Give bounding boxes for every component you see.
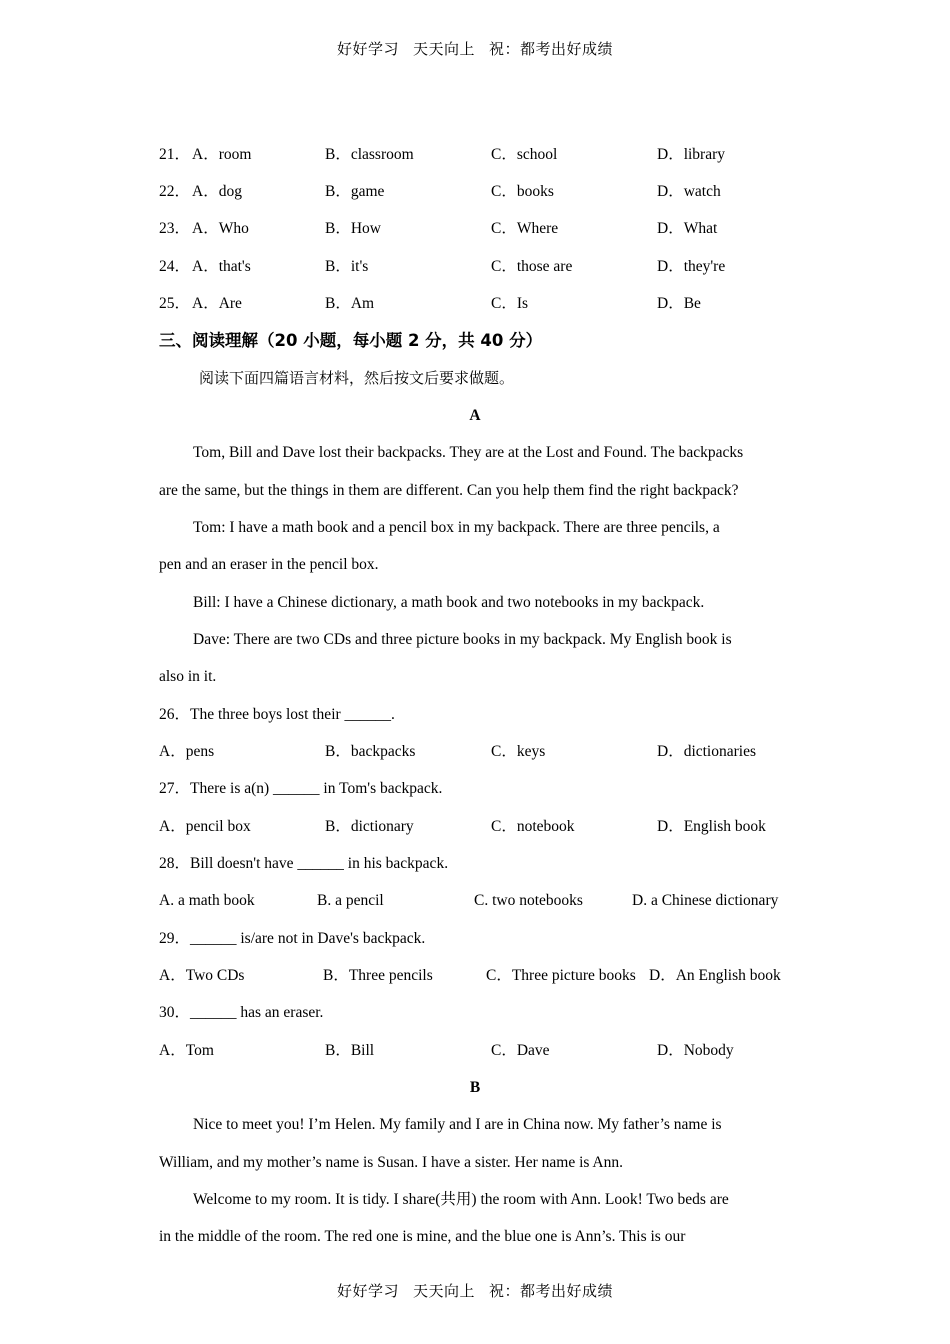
options-29 (159, 966, 799, 986)
page-header (0, 38, 950, 59)
options-30 (159, 1041, 799, 1061)
question-30: 30．______ has an eraser. (159, 1004, 324, 1021)
cloze-row-24 (159, 257, 799, 277)
option-c: C．notebook (491, 818, 575, 835)
section-title: 三、阅读理解（20 小题，每小题 2 分，共 40 分） (159, 331, 543, 350)
option-c: C．Dave (491, 1042, 550, 1059)
option-a: A．dog (192, 183, 242, 200)
question-28: 28．Bill doesn't have ______ in his backpack. (159, 855, 449, 872)
header-part3: 祝：都考出好成绩 (489, 40, 614, 58)
passage-b-heading: B (469, 1079, 481, 1096)
option-b: B．How (325, 220, 381, 237)
option-b: B．it's (325, 258, 369, 275)
question-number: 24． (159, 258, 191, 275)
option-a: A．Are (192, 295, 242, 312)
passage-a-line: pen and an eraser in the pencil box. (159, 556, 379, 573)
footer-part2: 天天向上 (412, 1282, 475, 1300)
passage-a-line: are the same, but the things in them are different. Can you help them find the right backpack? (159, 482, 739, 499)
question-27: 27．There is a(n) ______ in Tom's backpack. (159, 780, 443, 797)
footer-part3: 祝：都考出好成绩 (489, 1282, 614, 1300)
option-d: D．Nobody (657, 1042, 734, 1059)
question-29: 29．______ is/are not in Dave's backpack. (159, 930, 426, 947)
question-number: 22． (159, 183, 191, 200)
option-b: B．Bill (325, 1042, 375, 1059)
question-number: 23． (159, 220, 191, 237)
page-footer (0, 1280, 950, 1301)
header-part1: 好好学习 (336, 40, 399, 58)
passage-b-line: Welcome to my room. It is tidy. I share(共用) the room with Ann. Look! Two beds are (193, 1191, 729, 1208)
option-d: D．What (657, 220, 718, 237)
option-b: B．dictionary (325, 818, 414, 835)
option-d: D．dictionaries (657, 743, 757, 760)
option-b: B．classroom (325, 146, 414, 163)
passage-a-line: Bill: I have a Chinese dictionary, a math book and two notebooks in my backpack. (193, 594, 705, 611)
option-a: A. a math book (159, 892, 255, 909)
option-c: C．keys (491, 743, 546, 760)
option-d: D. a Chinese dictionary (632, 892, 779, 909)
option-b: B. a pencil (317, 892, 384, 909)
option-c: C．Three picture books (486, 967, 636, 984)
option-d: D．English book (657, 818, 766, 835)
option-c: C．Where (491, 220, 559, 237)
option-d: D．watch (657, 183, 721, 200)
passage-a-line: also in it. (159, 668, 217, 685)
option-d: D．they're (657, 258, 726, 275)
option-a: A．pencil box (159, 818, 251, 835)
section-instruction: 阅读下面四篇语言材料，然后按文后要求做题。 (199, 369, 515, 387)
options-27 (159, 817, 799, 837)
option-d: D．An English book (649, 967, 781, 984)
option-a: A．Who (192, 220, 249, 237)
passage-a-line: Tom: I have a math book and a pencil box in my backpack. There are three pencils, a (193, 519, 720, 536)
cloze-row-25 (159, 294, 799, 314)
option-b: B．Am (325, 295, 375, 312)
options-28 (159, 891, 799, 911)
option-b: B．Three pencils (323, 967, 433, 984)
option-a: A．room (192, 146, 252, 163)
question-number: 21． (159, 146, 191, 163)
option-d: D．Be (657, 295, 701, 312)
passage-b-line: in the middle of the room. The red one is mine, and the blue one is Ann’s. This is our (159, 1228, 686, 1245)
option-a: A．that's (192, 258, 251, 275)
option-b: B．backpacks (325, 743, 416, 760)
option-c: C．school (491, 146, 558, 163)
passage-b-line: William, and my mother’s name is Susan. I have a sister. Her name is Ann. (159, 1154, 624, 1171)
cloze-row-22 (159, 182, 799, 202)
option-a: A．pens (159, 743, 215, 760)
option-a: A．Two CDs (159, 967, 245, 984)
option-c: C．those are (491, 258, 573, 275)
option-a: A．Tom (159, 1042, 214, 1059)
option-c: C．books (491, 183, 554, 200)
options-26 (159, 742, 799, 762)
question-26: 26．The three boys lost their ______. (159, 706, 395, 723)
passage-b-line: Nice to meet you! I’m Helen. My family and I are in China now. My father’s name is (193, 1116, 722, 1133)
cloze-row-23 (159, 219, 799, 239)
cloze-row-21 (159, 145, 799, 165)
option-b: B．game (325, 183, 385, 200)
option-c: C．Is (491, 295, 529, 312)
question-number: 25． (159, 295, 191, 312)
option-c: C. two notebooks (474, 892, 583, 909)
passage-a-heading: A (469, 407, 481, 424)
passage-a-line: Tom, Bill and Dave lost their backpacks. They are at the Lost and Found. The backpacks (193, 444, 744, 461)
passage-a-line: Dave: There are two CDs and three picture books in my backpack. My English book is (193, 631, 732, 648)
option-d: D．library (657, 146, 726, 163)
header-part2: 天天向上 (412, 40, 475, 58)
footer-part1: 好好学习 (336, 1282, 399, 1300)
